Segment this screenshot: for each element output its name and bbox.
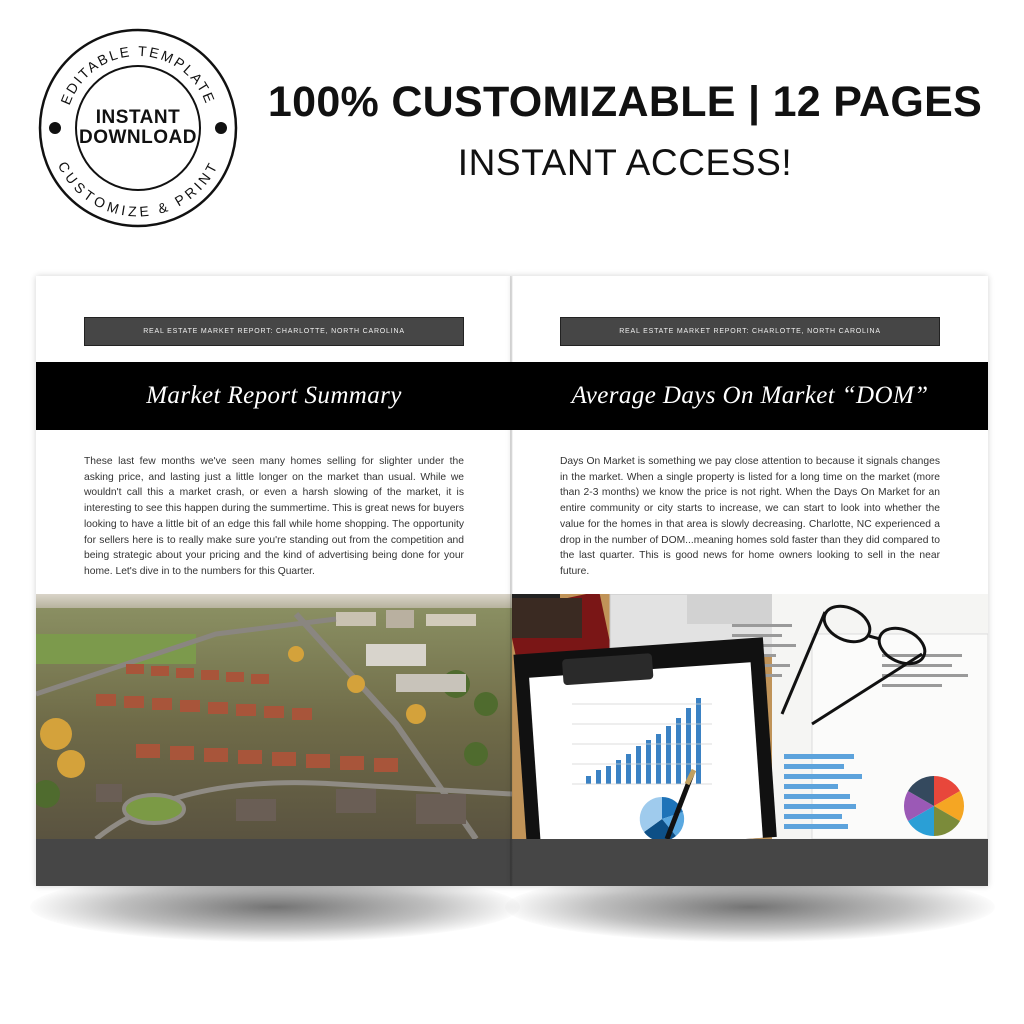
title-band [36,362,512,430]
aerial-suburb-photo [36,594,512,839]
badge-center-line2: DOWNLOAD [79,127,197,148]
page-title: Average Days On Market “DOM” [571,382,929,409]
page-left [36,276,512,886]
page-gutter [510,276,513,886]
page-right [512,276,988,886]
page-tag: REAL ESTATE MARKET REPORT: CHARLOTTE, NORTH CAROLINA [560,317,940,346]
desk-charts-photo [512,594,988,839]
page-title: Market Report Summary [146,382,402,409]
page-footer [512,839,988,886]
page-tag: REAL ESTATE MARKET REPORT: CHARLOTTE, NORTH CAROLINA [84,317,464,346]
page-body-text: Days On Market is something we pay close attention to because it signals changes in the market. When a single property is listed for a long time on the market (more than 2-3 months) we know the price is not right. When the Days On Market for an entire community or city starts to increase, we can start to look into whether the value for the homes in that area is slowly decreasing. Charlotte, NC experienced a drop in the number of DOM...meaning homes sold faster than they did compared to the last quarter. This is good news for home owners looking to sell in the near future. [560,456,940,577]
page-footer [36,839,512,886]
instant-download-badge [38,28,238,228]
badge-bottom-arc: CUSTOMIZE & PRINT [54,158,222,220]
headline: 100% CUSTOMIZABLE | 12 PAGES [267,78,983,126]
badge-center-line1: INSTANT [95,107,181,128]
page-body-text: These last few months we've seen many homes selling for slighter under the asking price, and lasting just a little longer on the market than usual. While we wouldn't call this a market crash, or even a harsh slowing of the market, it is interesting to see this happen during the summertime. This is great news for buyers looking to have a little bit of an edge this fall while home shopping. The opportunity for sellers here is to really make sure you're standing out from the competition and being strategic about your pricing and the kind of advertising being done for your home. Let's dive in to the numbers for this Quarter. [84,456,464,577]
badge-top-arc: EDITABLE TEMPLATE [57,42,219,107]
subline: INSTANT ACCESS! [457,142,793,183]
title-band [512,362,988,430]
